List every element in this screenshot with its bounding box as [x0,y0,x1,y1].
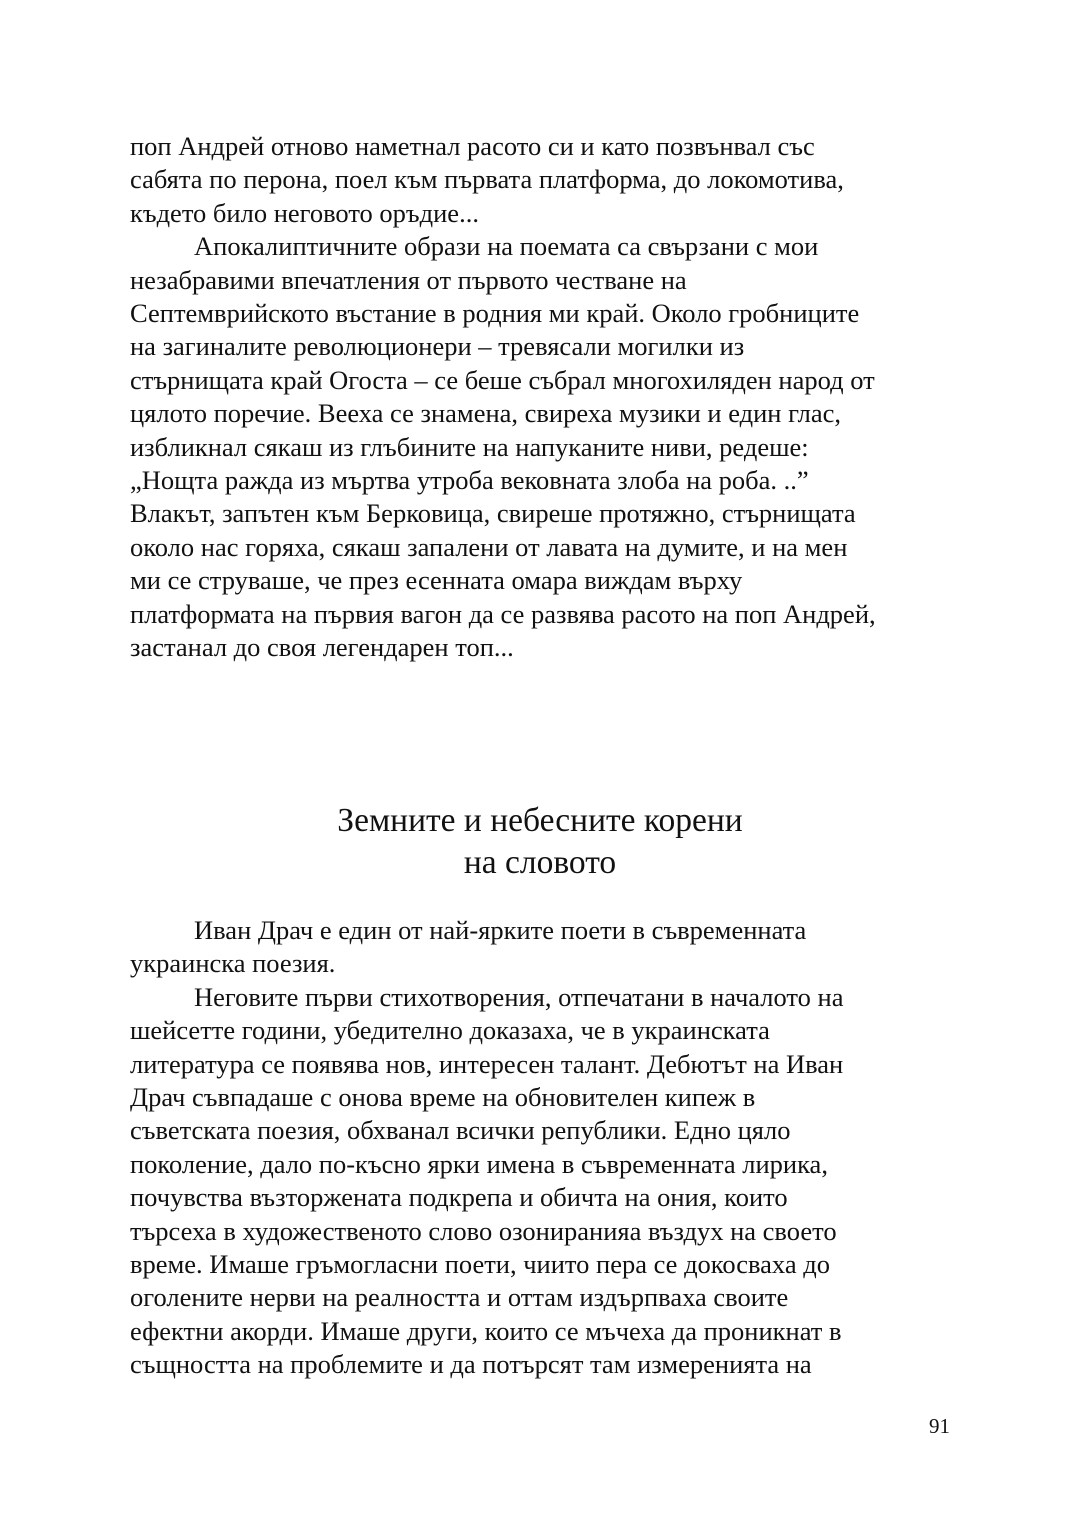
text-line: същността на проблемите и да потърсят там измеренията на [130,1349,812,1380]
text-line: цялото поречие. Вееха се знамена, свиреха музики и един глас, [130,398,841,429]
text-line: Септемврийското въстание в родния ми край. Около гробниците [130,298,860,329]
text-line: ми се струваше, че през есенната омара виждам върху [130,565,743,596]
chapter-title-line-2: на словото [463,844,617,881]
text-line: незабравими впечатления от първото честване на [130,264,687,295]
text-line: ефектни акорди. Имаше други, които се мъчеха да проникнат в [130,1315,842,1346]
text-line: застанал до своя легендарен топ... [130,632,514,663]
text-line: оголените нерви на реалността и оттам издърпваха своите [130,1282,789,1313]
text-line-indented: Иван Драч е един от най-ярките поети в съвременната [194,915,807,945]
text-line: търсеха в художественото слово озониранияa въздух на своето [130,1215,837,1246]
paragraph-block-bottom [130,914,960,1382]
text-line: където било неговото оръдие... [130,197,479,228]
text-line: поколение, дало по-късно ярки имена в съвременната лирика, [130,1148,828,1179]
text-line: Влакът, запътен към Берковица, свиреше протяжно, стърнищата [130,498,856,529]
text-line: сабята по перона, поел към първата платформа, до локомотива, [130,164,844,195]
text-line-indented: Апокалиптичните образи на поемата са свързани с мои [194,231,819,262]
text-line: поп Андрей отново наметнал расото си и като позвънвал със [130,131,815,161]
text-line: „Нощта ражда из мъртва утроба вековната злоба на роба. ..” [130,465,809,496]
chapter-title-line-1: Земните и небесните корени [337,802,743,839]
text-line: на загиналите революционери – тревясали могилки из [130,331,745,362]
text-line: украинска поезия. [130,948,336,979]
text-line: литература се появява нов, интересен талант. Дебютът на Иван [130,1048,844,1079]
text-line-indented: Неговите първи стихотворения, отпечатани в началото на [194,981,844,1012]
chapter-title [130,800,950,884]
text-line: стърнищата край Огоста – се беше събрал многохиляден народ от [130,364,875,395]
text-line: около нас горяха, сякаш запалени от лавата на думите, и на мен [130,531,848,562]
page-number: 91 [929,1414,950,1438]
text-line: избликнал сякаш из глъбините на напуканите ниви, редеше: [130,431,809,462]
text-line: шейсетте години, убедително доказаха, че в украинската [130,1015,770,1046]
text-line: съветската поезия, обхванал всички републики. Едно цяло [130,1115,791,1146]
text-line: време. Имаше гръмогласни поети, чиито пера се докосваха до [130,1249,830,1280]
text-line: платформата на първия вагон да се развява расото на поп Андрей, [130,598,876,629]
paragraph-block-top [130,130,960,665]
text-line: почувства възторжената подкрепа и обичта на ония, които [130,1182,788,1213]
text-line: Драч съвпадаше с онова време на обновителен кипеж в [130,1082,756,1113]
